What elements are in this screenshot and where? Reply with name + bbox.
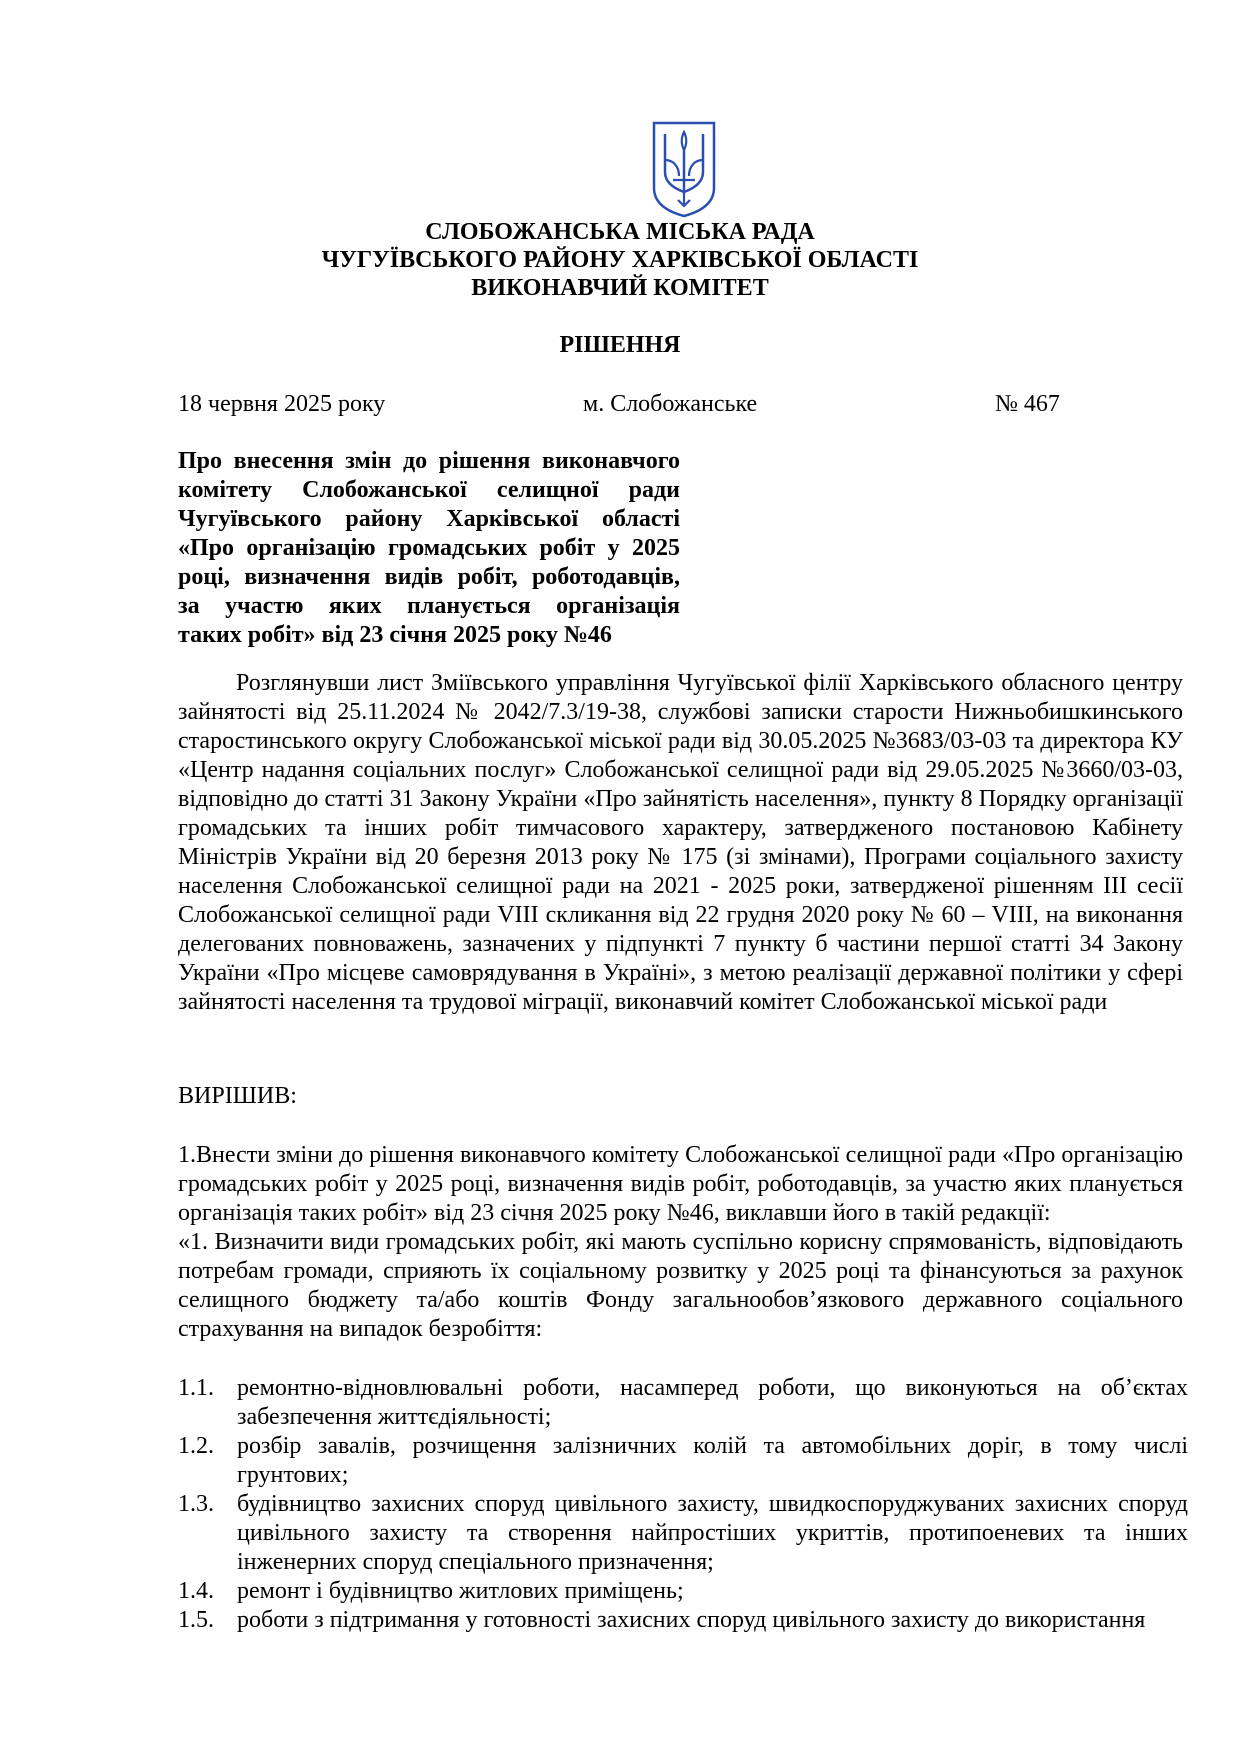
subject-line: році, визначення видів робіт, роботодавців, — [178, 564, 680, 590]
list-item-text: будівництво захисних споруд цивільного захисту, швидкоспоруджуваних захисних споруд цивільного захисту та створення найпростіших укриттів, протипоеневих та інших інженерних споруд спеціального призначення; — [237, 1491, 1188, 1575]
subject-line: комітету Слобожанської селищної ради — [178, 477, 680, 503]
list-item-number: 1.3. — [178, 1491, 214, 1517]
list-item-text: роботи з підтримання у готовності захисних споруд цивільного захисту до використання — [237, 1607, 1146, 1633]
decision-place: м. Слобожанське — [583, 391, 758, 417]
committee-name: ВИКОНАВЧИЙ КОМІТЕТ — [471, 275, 769, 301]
subject-line: Чугуївського району Харківської області — [178, 506, 680, 532]
list-item-number: 1.2. — [178, 1433, 214, 1459]
item-1-quote-paragraph: «1. Визначити види громадських робіт, які мають суспільно корисну спрямованість, відповідають потребам громади, сприяють їх соціальному розвитку у 2025 році та фінансуються за рахунок селищного бюджету та/або коштів Фонду загальнообов’язкового державного соціального страхування на випадок безробіття: — [178, 1229, 1183, 1342]
list-item-number: 1.5. — [178, 1607, 214, 1633]
list-item — [178, 1374, 1188, 1432]
list-item — [178, 1432, 1188, 1490]
decision-number: № 467 — [995, 391, 1060, 417]
subject-line: за участю яких планується організація — [178, 593, 680, 619]
list-item-number: 1.4. — [178, 1578, 214, 1604]
subject-line: таких робіт» від 23 січня 2025 року №46 — [178, 622, 612, 648]
coat-of-arms-icon — [651, 120, 717, 218]
list-item — [178, 1577, 1188, 1606]
works-list — [178, 1374, 1188, 1635]
list-item-number: 1.1. — [178, 1375, 214, 1401]
list-item — [178, 1490, 1188, 1577]
subject-line: Про внесення змін до рішення виконавчого — [178, 448, 680, 474]
council-name: СЛОБОЖАНСЬКА МІСЬКА РАДА — [425, 219, 815, 245]
preamble-paragraph: Розглянувши лист Зміївського управління Чугуївської філії Харківського обласного центру зайнятості від 25.11.2024 № 2042/7.3/19-38, службові записки старости Нижньобишкинського старостинського округу Слобожанської міської ради від 30.05.2025 №3683/03-03 та директора КУ «Центр надання соціальних послуг» Слобожанської селищної ради від 29.05.2025 №3660/03-03, відповідно до статті 31 Закону України «Про зайнятість населення», пункту 8 Порядку організації громадських та інших робіт тимчасового характеру, затвердженого постановою Кабінету Міністрів України від 20 березня 2013 року № 175 (зі змінами), Програми соціального захисту населення Слобожанської селищної ради на 2021 - 2025 роки, затвердженої рішенням ІІІ сесії Слобожанської селищної ради VIII скликання від 22 грудня 2020 року № 60 – VIII, на виконання делегованих повноважень, зазначених у підпункті 7 пункту б частини першої статті 34 Закону України «Про місцеве самоврядування в Україні», з метою реалізації державної політики у сфері зайнятості населення та трудової міграції, виконавчий комітет Слобожанської міської ради — [178, 670, 1183, 1015]
district-name: ЧУГУЇВСЬКОГО РАЙОНУ ХАРКІВСЬКОЇ ОБЛАСТІ — [321, 247, 919, 273]
subject-line: «Про організацію громадських робіт у 2025 — [178, 535, 680, 561]
list-item-text: ремонтно-відновлювальні роботи, насамперед роботи, що виконуються на об’єктах забезпечення життєдіяльності; — [237, 1375, 1188, 1430]
item-1-paragraph: 1.Внести зміни до рішення виконавчого комітету Слобожанської селищної ради «Про організацію громадських робіт у 2025 році, визначення видів робіт, роботодавців, за участю яких планується організація таких робіт» від 23 січня 2025 року №46, виклавши його в такій редакції: — [178, 1142, 1183, 1226]
list-item — [178, 1606, 1188, 1635]
document-type: РІШЕННЯ — [559, 332, 681, 358]
decision-subject — [178, 447, 680, 650]
decision-date: 18 червня 2025 року — [178, 391, 386, 417]
list-item-text: ремонт і будівництво житлових приміщень; — [237, 1578, 684, 1604]
list-item-text: розбір завалів, розчищення залізничних колій та автомобільних доріг, в тому числі грунтових; — [237, 1433, 1188, 1488]
decided-heading: ВИРІШИВ: — [178, 1083, 297, 1109]
